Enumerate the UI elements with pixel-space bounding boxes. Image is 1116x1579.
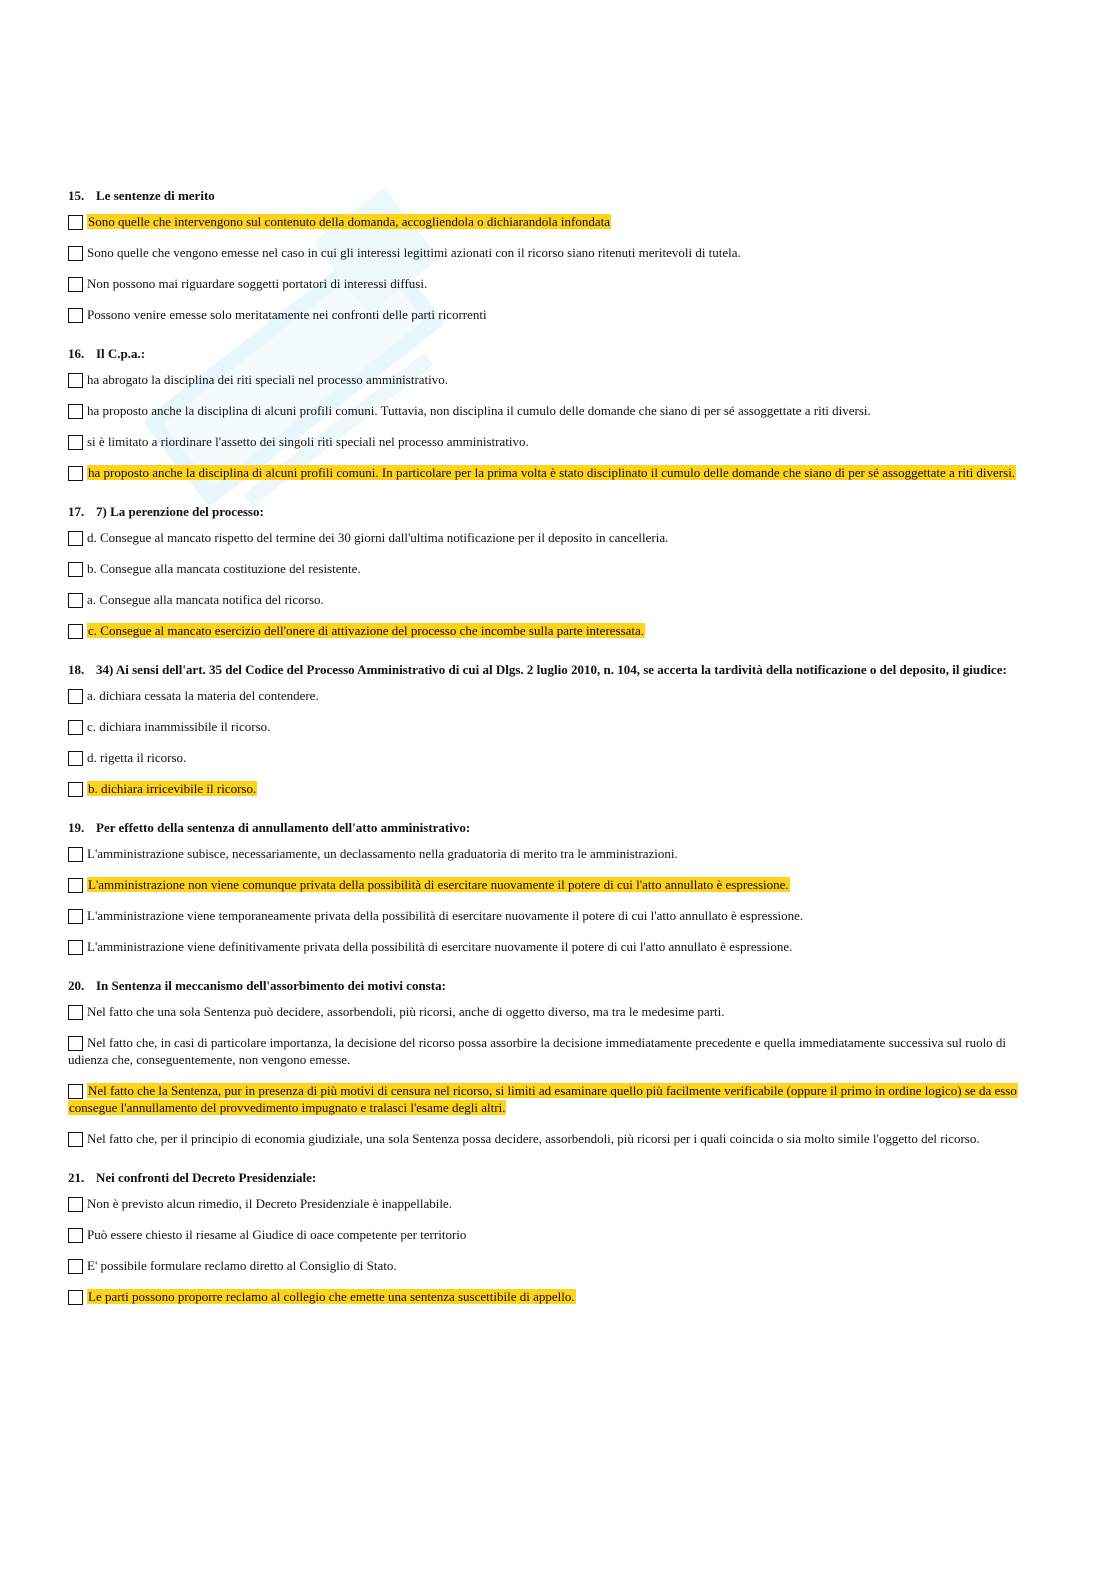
- answer-checkbox[interactable]: [68, 940, 83, 955]
- question-number: 21.: [68, 1170, 85, 1185]
- highlighted-answer-text: b. dichiara irricevibile il ricorso.: [88, 781, 257, 796]
- answer-option: [68, 529, 1038, 546]
- answer-option: [68, 402, 1038, 419]
- answer-checkbox[interactable]: [68, 531, 83, 546]
- answer-text: Può essere chiesto il riesame al Giudice di oace competente per territorio: [87, 1227, 467, 1242]
- answer-option: [68, 1195, 1038, 1212]
- question-number: 15.: [68, 188, 85, 203]
- answer-text: Nel fatto che una sola Sentenza può decidere, assorbendoli, più ricorsi, anche di oggetto diverso, ma tra le medesime parti.: [87, 1004, 725, 1019]
- answer-option: [68, 749, 1038, 766]
- answer-option: [68, 306, 1038, 323]
- answer-checkbox[interactable]: [68, 435, 83, 450]
- answer-text: L'amministrazione subisce, necessariamente, un declassamento nella graduatoria di merito tra le amministrazioni.: [87, 846, 678, 861]
- answer-checkbox[interactable]: [68, 277, 83, 292]
- quiz-page: [68, 187, 1038, 1327]
- answer-option: [68, 780, 1038, 797]
- highlighted-answer-text: ha proposto anche la disciplina di alcuni profili comuni. In particolare per la prima volta è stato disciplinato il cumulo delle domande che siano di per sé assoggettate a riti diversi.: [88, 465, 1016, 480]
- question-title: [68, 1169, 1038, 1186]
- answer-checkbox[interactable]: [68, 1259, 83, 1274]
- answer-checkbox[interactable]: [68, 751, 83, 766]
- answer-option: [68, 1034, 1038, 1068]
- answer-option: [68, 938, 1038, 955]
- answer-checkbox[interactable]: [68, 1005, 83, 1020]
- answer-text: d. rigetta il ricorso.: [87, 750, 187, 765]
- answer-checkbox[interactable]: [68, 593, 83, 608]
- question-text: Nei confronti del Decreto Presidenziale:: [96, 1170, 317, 1185]
- answer-option: [68, 560, 1038, 577]
- answer-checkbox[interactable]: [68, 373, 83, 388]
- answer-option: [68, 907, 1038, 924]
- answer-checkbox[interactable]: [68, 1228, 83, 1243]
- answer-checkbox[interactable]: [68, 1290, 83, 1305]
- answer-option: [68, 1082, 1038, 1116]
- question-title: [68, 187, 1038, 204]
- highlighted-answer-text: Sono quelle che intervengono sul contenuto della domanda, accogliendola o dichiarandola infondata: [88, 214, 610, 229]
- question-number: 20.: [68, 978, 85, 993]
- answer-text: b. Consegue alla mancata costituzione del resistente.: [87, 561, 361, 576]
- answer-option: [68, 1130, 1038, 1147]
- question-text: Il C.p.a.:: [96, 346, 146, 361]
- answer-option: [68, 876, 1038, 893]
- answer-text: a. Consegue alla mancata notifica del ricorso.: [87, 592, 324, 607]
- answer-checkbox[interactable]: [68, 404, 83, 419]
- answer-option: [68, 718, 1038, 735]
- answer-checkbox[interactable]: [68, 624, 83, 639]
- question-title: [68, 345, 1038, 362]
- highlighted-answer-text: Nel fatto che la Sentenza, pur in presenza di più motivi di censura nel ricorso, si limiti ad esaminare quello più facilmente verificabile (oppure il primo in ordine logico) se da esso consegue l'annullamento del provvedimento impugnato e tralasci l'esame degli altri.: [69, 1083, 1017, 1115]
- answer-option: [68, 371, 1038, 388]
- question-text: 34) Ai sensi dell'art. 35 del Codice del Processo Amministrativo di cui al Dlgs. 2 luglio 2010, n. 104, se accerta la tardività della notificazione o del deposito, il giudice:: [96, 662, 1007, 677]
- answer-text: si è limitato a riordinare l'assetto dei singoli riti speciali nel processo amministrativo.: [87, 434, 529, 449]
- question-text: 7) La perenzione del processo:: [96, 504, 264, 519]
- answer-text: E' possibile formulare reclamo diretto al Consiglio di Stato.: [87, 1258, 397, 1273]
- answer-option: [68, 1226, 1038, 1243]
- question-16: [68, 345, 1038, 481]
- answer-text: Possono venire emesse solo meritatamente nei confronti delle parti ricorrenti: [87, 307, 487, 322]
- answer-option: [68, 845, 1038, 862]
- question-number: 16.: [68, 346, 85, 361]
- answer-text: Non possono mai riguardare soggetti portatori di interessi diffusi.: [87, 276, 428, 291]
- answer-option: [68, 275, 1038, 292]
- answer-text: L'amministrazione viene temporaneamente privata della possibilità di esercitare nuovamente il potere di cui l'atto annullato è espressione.: [87, 908, 804, 923]
- question-17: [68, 503, 1038, 639]
- answer-text: Sono quelle che vengono emesse nel caso in cui gli interessi legittimi azionati con il ricorso siano ritenuti meritevoli di tutela.: [87, 245, 741, 260]
- answer-option: [68, 622, 1038, 639]
- answer-text: ha abrogato la disciplina dei riti speciali nel processo amministrativo.: [87, 372, 449, 387]
- answer-checkbox[interactable]: [68, 246, 83, 261]
- question-19: [68, 819, 1038, 955]
- question-title: [68, 977, 1038, 994]
- answer-checkbox[interactable]: [68, 215, 83, 230]
- question-title: [68, 819, 1038, 836]
- question-text: In Sentenza il meccanismo dell'assorbimento dei motivi consta:: [96, 978, 446, 993]
- answer-checkbox[interactable]: [68, 909, 83, 924]
- answer-text: c. dichiara inammissibile il ricorso.: [87, 719, 271, 734]
- question-title: [68, 661, 1038, 678]
- highlighted-answer-text: Le parti possono proporre reclamo al collegio che emette una sentenza suscettibile di appello.: [88, 1289, 575, 1304]
- answer-option: [68, 1257, 1038, 1274]
- answer-option: [68, 464, 1038, 481]
- answer-checkbox[interactable]: [68, 720, 83, 735]
- question-number: 17.: [68, 504, 85, 519]
- answer-checkbox[interactable]: [68, 308, 83, 323]
- answer-option: [68, 244, 1038, 261]
- answer-text: Nel fatto che, per il principio di economia giudiziale, una sola Sentenza possa decidere, assorbendoli, più ricorsi per i quali coincida o sia molto simile l'oggetto del ricorso.: [87, 1131, 980, 1146]
- question-number: 19.: [68, 820, 85, 835]
- question-number: 18.: [68, 662, 85, 677]
- question-text: Per effetto della sentenza di annullamento dell'atto amministrativo:: [96, 820, 471, 835]
- answer-option: [68, 687, 1038, 704]
- question-15: [68, 187, 1038, 323]
- answer-option: [68, 1288, 1038, 1305]
- answer-checkbox[interactable]: [68, 689, 83, 704]
- question-text: Le sentenze di merito: [96, 188, 215, 203]
- question-20: [68, 977, 1038, 1147]
- answer-checkbox[interactable]: [68, 1132, 83, 1147]
- answer-text: a. dichiara cessata la materia del contendere.: [87, 688, 319, 703]
- highlighted-answer-text: c. Consegue al mancato esercizio dell'onere di attivazione del processo che incombe sulla parte interessata.: [88, 623, 645, 638]
- answer-text: ha proposto anche la disciplina di alcuni profili comuni. Tuttavia, non disciplina il cumulo delle domande che siano di per sé assoggettate a riti diversi.: [87, 403, 871, 418]
- answer-checkbox[interactable]: [68, 847, 83, 862]
- highlighted-answer-text: L'amministrazione non viene comunque privata della possibilità di esercitare nuovamente il potere di cui l'atto annullato è espressione.: [88, 877, 789, 892]
- answer-checkbox[interactable]: [68, 562, 83, 577]
- answer-text: Nel fatto che, in casi di particolare importanza, la decisione del ricorso possa assorbire la decisione immediatamente precedente e quella immediatamente successiva sul ruolo di udienza che, conseguentemente, non vengono emesse.: [68, 1035, 1007, 1067]
- answer-checkbox[interactable]: [68, 1084, 83, 1099]
- answer-option: [68, 213, 1038, 230]
- answer-checkbox[interactable]: [68, 466, 83, 481]
- answer-option: [68, 433, 1038, 450]
- answer-checkbox[interactable]: [68, 782, 83, 797]
- answer-option: [68, 591, 1038, 608]
- answer-checkbox[interactable]: [68, 1036, 83, 1051]
- question-title: [68, 503, 1038, 520]
- answer-checkbox[interactable]: [68, 878, 83, 893]
- answer-text: d. Consegue al mancato rispetto del termine dei 30 giorni dall'ultima notificazione per il deposito in cancelleria.: [87, 530, 669, 545]
- question-18: [68, 661, 1038, 797]
- answer-option: [68, 1003, 1038, 1020]
- answer-text: Non è previsto alcun rimedio, il Decreto Presidenziale è inappellabile.: [87, 1196, 452, 1211]
- answer-checkbox[interactable]: [68, 1197, 83, 1212]
- answer-text: L'amministrazione viene definitivamente privata della possibilità di esercitare nuovamente il potere di cui l'atto annullato è espressione.: [87, 939, 793, 954]
- question-21: [68, 1169, 1038, 1305]
